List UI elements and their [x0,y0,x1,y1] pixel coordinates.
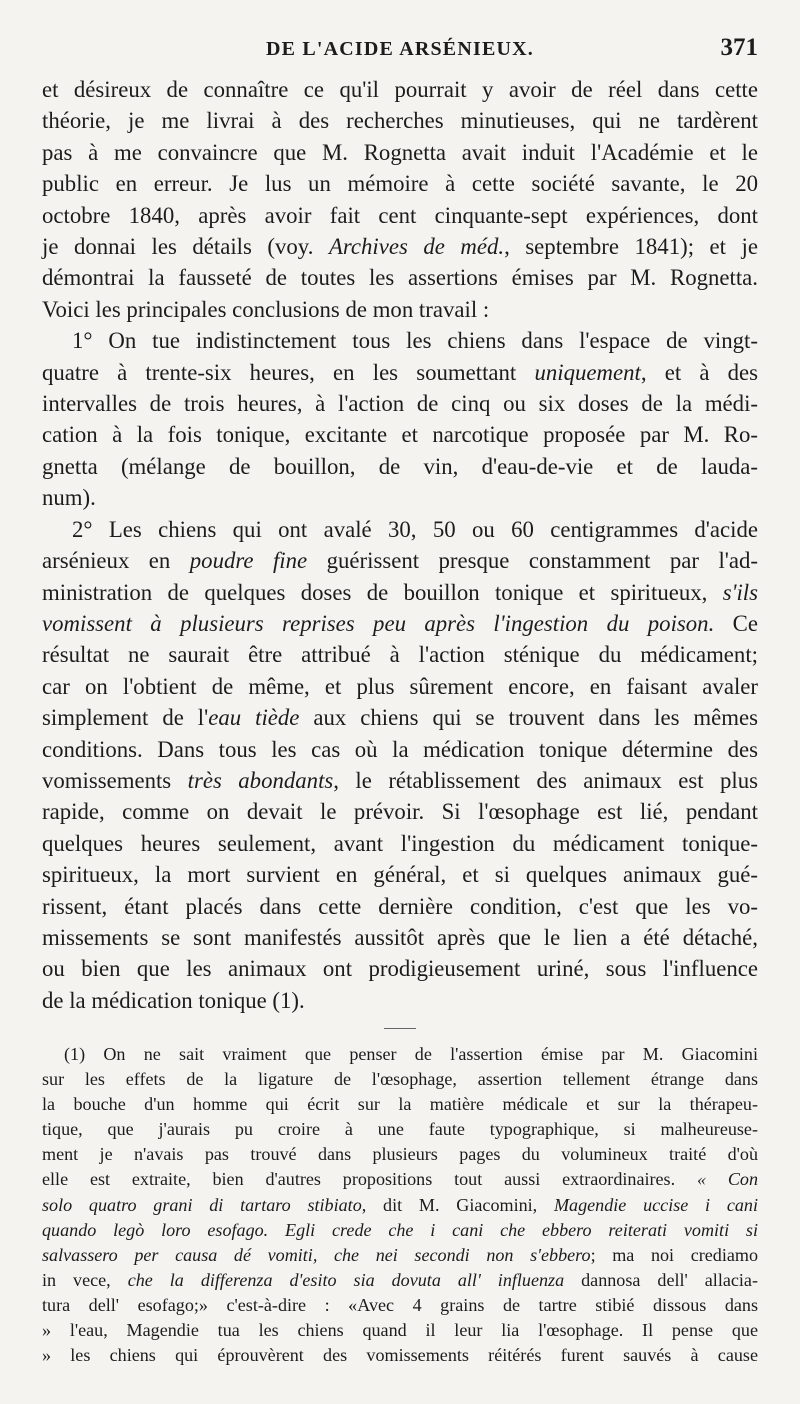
footnote-line: tique, que j'aurais pu croire à une faute typographique, si malheureuse- [42,1119,758,1140]
text-run: ; ma noi crediamo [590,1244,759,1265]
text-run: , dit M. Giacomini, [361,1194,554,1215]
text-line: num). [42,485,96,511]
text-line: missements se sont manifestés aussitôt après que le lien a été détaché, [42,924,758,950]
italic-quote: salvassero per causa dé vomiti, che nei secondi non s'ebbero [42,1244,591,1265]
text-line: gnetta (mélange de bouillon, de vin, d'eau-de-vie et de lauda- [42,453,758,479]
text-line: octobre 1840, après avoir fait cent cinquante-sept expériences, dont [42,202,758,228]
text-run: vomissements [42,767,188,793]
italic-emphasis: poudre fine [189,548,308,574]
text-run: simplement de l' [42,705,209,731]
page-number: 371 [720,34,758,61]
text-line: conditions. Dans tous les cas où la médication tonique détermine des [42,736,758,762]
footnote-line [42,1218,758,1243]
text-run: , septembre 1841); et je [504,234,758,260]
main-text [42,74,758,1016]
footnote-line: la bouche d'un homme qui écrit sur la matière médicale et sur la thérapeu- [42,1094,758,1115]
page-header [44,34,756,70]
text-run: arsénieux en [42,548,190,574]
text-line: cation à la fois tonique, excitante et narcotique proposée par M. Ro- [42,422,758,448]
text-line [42,545,758,576]
conclusion-2-start: 2° Les chiens qui ont avalé 30, 50 ou 60 centigrammes d'acide [72,516,758,542]
text-line: de la médication tonique (1). [42,987,305,1013]
italic-emphasis: eau tiède [208,705,300,731]
italic-emphasis: uniquement [534,359,641,385]
footnote-line: tura dell' esofago;» c'est-à-dire : «Avec 4 grains de tartre stibié dissous dans [42,1294,758,1315]
text-line [42,702,758,733]
text-line: ou bien que les animaux ont prodigieusement uriné, sous l'influence [42,956,758,982]
text-line: résultat ne saurait être attribué à l'action sténique du médicament; [42,642,758,668]
text-run: Ce [714,610,758,636]
text-line: démontrai la fausseté de toutes les assertions émises par M. Rognetta. [42,265,758,291]
footnote-line: sur les effets de la ligature de l'œsophage, assertion tellement étrange dans [42,1069,758,1090]
text-line [42,231,758,262]
footnote-line [42,1167,758,1192]
text-line: pas à me convaincre que M. Rognetta avait induit l'Académie et le [42,139,758,165]
footnote-separator [384,1028,416,1029]
italic-emphasis: s'ils [722,579,758,605]
conclusion-1-start: 1° On tue indistinctement tous les chiens dans l'espace de vingt- [72,328,758,354]
text-run: ministration de quelques doses de bouillon tonique et spiritueux, [42,579,723,605]
text-line: quelques heures seulement, avant l'ingestion du médicament tonique- [42,830,758,856]
text-run: aux chiens qui se trouvent dans les mêmes [299,705,759,731]
text-run: je donnai les détails (voy. [42,234,329,260]
footnote-line: ment je n'avais pas trouvé dans plusieurs pages du volumineux traité d'où [42,1144,758,1165]
text-run: in vece, [42,1269,128,1290]
italic-emphasis: très abondants [187,767,334,793]
text-line [42,608,758,639]
text-line: spiritueux, la mort survient en général, et si quelques animaux gué- [42,862,758,888]
footnote-line: (1) On ne sait vraiment que penser de l'assertion émise par M. Giacomini [64,1044,758,1064]
footnote-line: » les chiens qui éprouvèrent des vomissements réitérés furent sauvés à cause [42,1345,758,1366]
footnote-line: » l'eau, Magendie tua les chiens quand il leur lia l'œsophage. Il pense que [42,1320,758,1341]
footnote-line [42,1268,758,1293]
text-line: public en erreur. Je lus un mémoire à cette société savante, le 20 [42,171,758,197]
text-line [42,765,758,796]
footnote-line [42,1193,758,1218]
running-title: DE L'ACIDE ARSÉNIEUX. [265,38,535,60]
text-line: intervalles de trois heures, à l'action de cinq ou six doses de la médi- [42,391,758,417]
text-run: guérissent presque constamment par l'ad- [307,548,758,574]
text-line: et désireux de connaître ce qu'il pourrait y avoir de réel dans cette [42,77,758,102]
italic-citation: Archives de méd. [328,234,505,260]
text-line: rissent, étant placés dans cette dernière condition, c'est que les vo- [42,893,758,919]
text-line: rapide, comme on devait le prévoir. Si l'œsophage est lié, pendant [42,799,758,825]
italic-quote: Magendie uccise i cani [553,1194,759,1215]
italic-quote: quando legò loro esofago. Egli crede che i cani che ebbero reiterati vomiti si [42,1219,758,1240]
text-line [42,577,758,608]
text-line: car on l'obtient de même, et plus sûrement encore, en faisant avaler [42,673,758,699]
text-line: théorie, je me livrai à des recherches minutieuses, qui ne tardèrent [42,108,758,134]
footnote-line [42,1243,758,1268]
italic-quote: che la differenza d'esito sia dovuta all' influenza [127,1269,565,1290]
text-line: Voici les principales conclusions de mon travail : [42,296,490,322]
text-run: quatre à trente-six heures, en les soumettant [42,359,535,385]
footnote [42,1042,758,1368]
italic-quote: solo quatro grani di tartaro stibiato [42,1194,362,1215]
text-run: , et à des [640,359,758,385]
italic-quote: « Con [696,1169,758,1190]
text-run: dannosa dell' allacia- [564,1269,758,1290]
text-line [42,357,758,388]
text-run: elle est extraite, bien d'autres propositions tout aussi extraordinaires. [42,1169,697,1190]
italic-emphasis: vomissent à plusieurs reprises peu après l'ingestion du poison. [42,610,715,636]
text-run: , le rétablissement des animaux est plus [333,767,759,793]
